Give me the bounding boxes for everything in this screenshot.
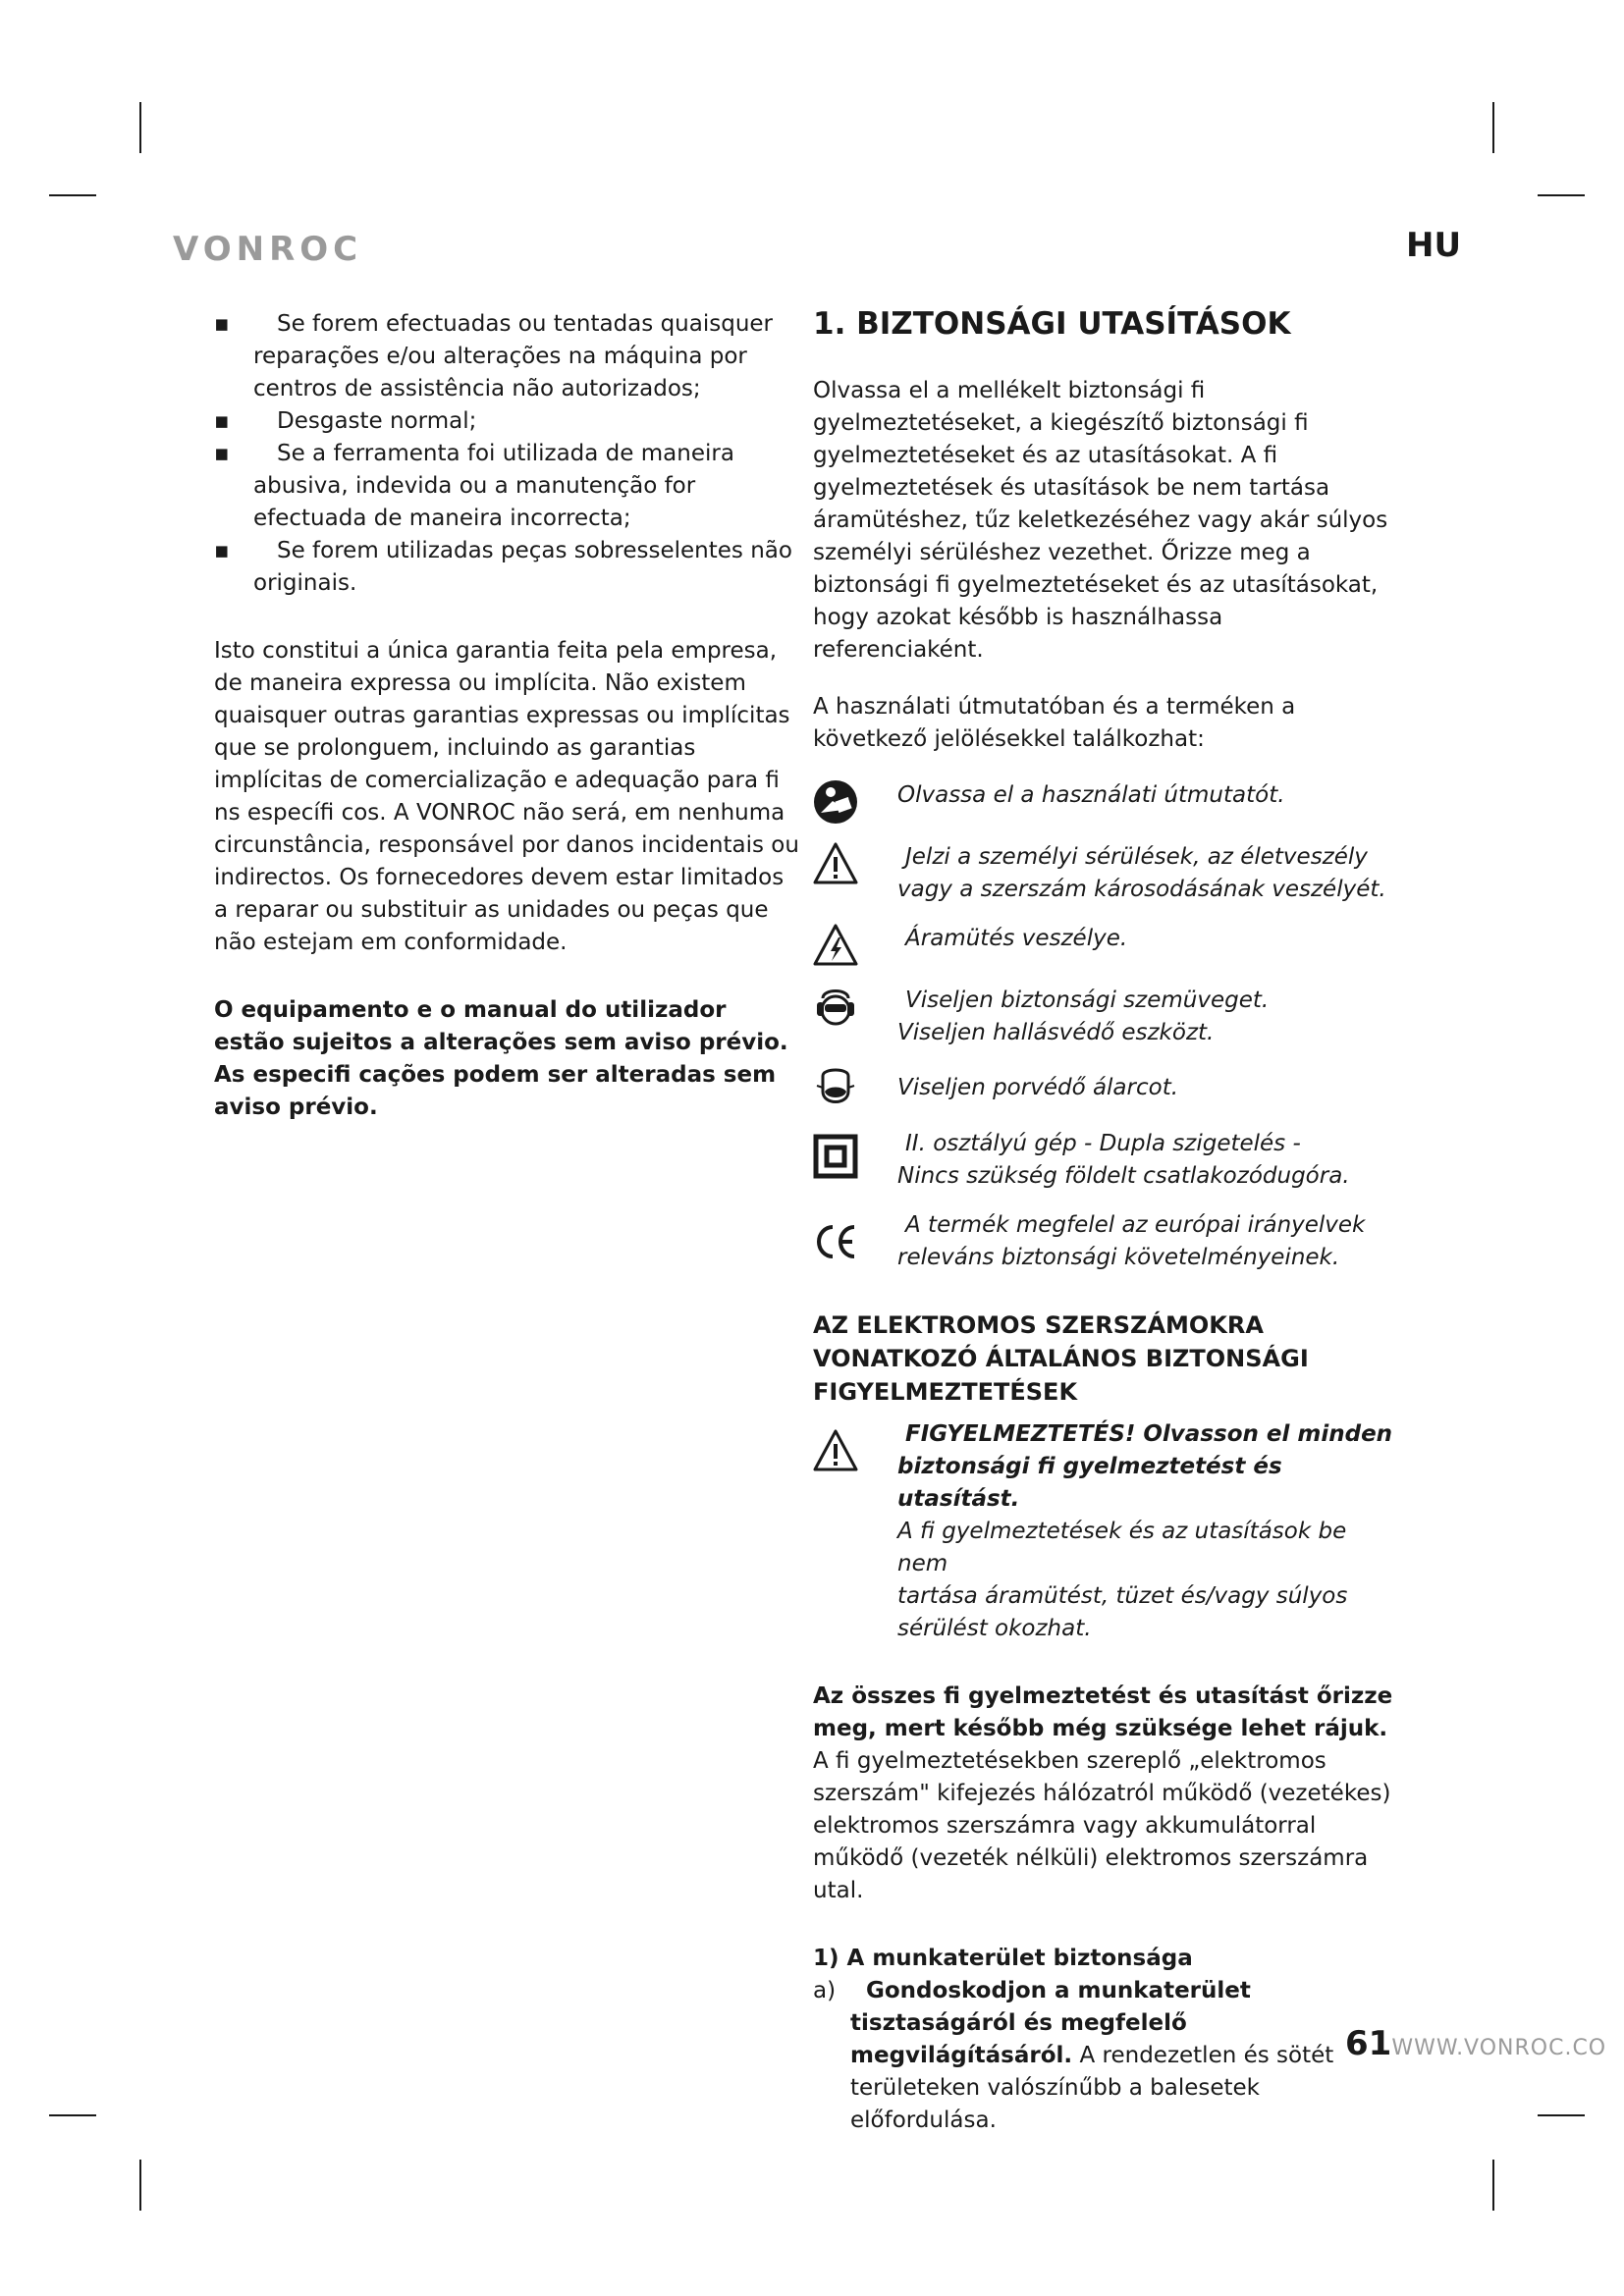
change-notice: O equipamento e o manual do utilizador estão sujeitos a alterações sem aviso prévio. As especifi cações podem ser alteradas sem aviso prévio. [214,997,788,1120]
list-item: ▪ Se forem efectuadas ou tentadas quaisquer reparações e/ou alterações na máquina por centros de assistência não autorizados; [214,311,774,401]
crop-mark [1492,2160,1494,2211]
list-item: ▪ Desgaste normal; [214,408,477,434]
goggles-earmuffs-icon [813,985,858,1030]
symbol-row: Viseljen biztonsági szemüveget. Viseljen hallásvédő eszközt. [813,985,1394,1049]
ce-mark-icon [813,1219,858,1264]
symbol-row: Olvassa el a használati útmutatót. [813,779,1394,825]
keep-instructions-heading: Az összes fi gyelmeztetést és utasítást őrizze meg, mert később még szüksége lehet rájuk. [813,1683,1393,1741]
list-item: ▪ Se a ferramenta foi utilizada de maneira abusiva, indevida ou a manutenção for efectuada de maneira incorrecta; [214,441,734,531]
warning-block: FIGYELMEZTETÉS! Olvasson el minden biztonsági fi gyelmeztetést és utasítást. A fi gyelmeztetések és az utasítások be nem tartása áramütést, tüzet és/vagy súlyos sérülést okozhat. [813,1418,1394,1645]
crop-mark [1492,102,1494,153]
symbol-row: Jelzi a személyi sérülések, az életveszély vagy a szerszám károsodásának veszélyét. [813,841,1394,906]
symbol-row: Áramütés veszélye. [813,923,1394,968]
section-title: 1. BIZTONSÁGI UTASÍTÁSOK [813,306,1291,342]
read-manual-icon [813,779,858,825]
general-warnings-heading: AZ ELEKTROMOS SZERSZÁMOKRA VONATKOZÓ ÁLTALÁNOS BIZTONSÁGI FIGYELMEZTETÉSEK [813,1311,1309,1406]
keep-instructions-text: A fi gyelmeztetésekben szereplő „elektromos szerszám" kifejezés hálózatról működő (vezetékes) elektromos szerszámra vagy akkumulátorral működő (vezeték nélküli) elektromos szerszámra utal. [813,1748,1391,1903]
symbol-row: Viseljen porvédő álarcot. [813,1066,1394,1111]
symbol-row: A termék megfelel az európai irányelvek releváns biztonsági követelményeinek. [813,1209,1394,1274]
website-link[interactable]: WWW.VONROC.CO [1391,2036,1607,2060]
warning-triangle-icon [813,841,858,886]
left-column [214,308,801,1124]
page-footer [1345,2024,1606,2063]
warranty-exclusions-list [214,308,801,600]
crop-mark [1538,194,1585,196]
electric-shock-icon [813,923,858,968]
crop-mark [49,194,96,196]
brand-logo: VONROC [173,230,363,269]
list-item: ▪ Se forem utilizadas peças sobresselentes não originais. [214,538,792,596]
class-ii-icon [813,1134,858,1179]
intro-paragraph: Olvassa el a mellékelt biztonsági fi gyelmeztetéseket, a kiegészítő biztonsági fi gyelmeztetéseket és az utasításokat. A fi gyelmeztetések és utasítások be nem tartása áramütéshez, tűz keletkezéséhez vagy akár súlyos személyi sérüléshez vezethet. Őrizze meg a biztonsági fi gyelmeztetéseket és az utasításokat, hogy azokat később is használhassa referenciaként. [813,378,1388,663]
crop-mark [139,2160,141,2211]
crop-mark [1538,2114,1585,2116]
page-number: 61 [1345,2024,1392,2063]
warning-triangle-icon [813,1428,858,1473]
dust-mask-icon [813,1066,858,1111]
crop-mark [49,2114,96,2116]
crop-mark [139,102,141,153]
symbol-row: II. osztályú gép - Dupla szigetelés - Nincs szükség földelt csatlakozódugóra. [813,1128,1394,1193]
right-column [813,302,1394,2137]
list-item: a) Gondoskodjon a munkaterület tisztaságáról és megfelelő megvilágításáról. A rendezetlen és sötét területeken valószínűbb a balesetek előfordulása. [813,1978,1334,2133]
symbols-intro: A használati útmutatóban és a terméken a következő jelölésekkel találkozhat: [813,694,1296,752]
work-area-heading: 1) A munkaterület biztonsága [813,1946,1193,1971]
warranty-paragraph: Isto constitui a única garantia feita pela empresa, de maneira expressa ou implícita. Não existem quaisquer outras garantias expressas ou implícitas que se prolonguem, incluindo as garantias implícitas de comercialização e adequação para fi ns específi cos. A VONROC não será, em nenhuma circunstância, responsável por danos incidentais ou indirectos. Os fornecedores devem estar limitados a reparar ou substituir as unidades ou peças que não estejam em conformidade. [214,638,799,955]
language-code: HU [1406,226,1462,265]
